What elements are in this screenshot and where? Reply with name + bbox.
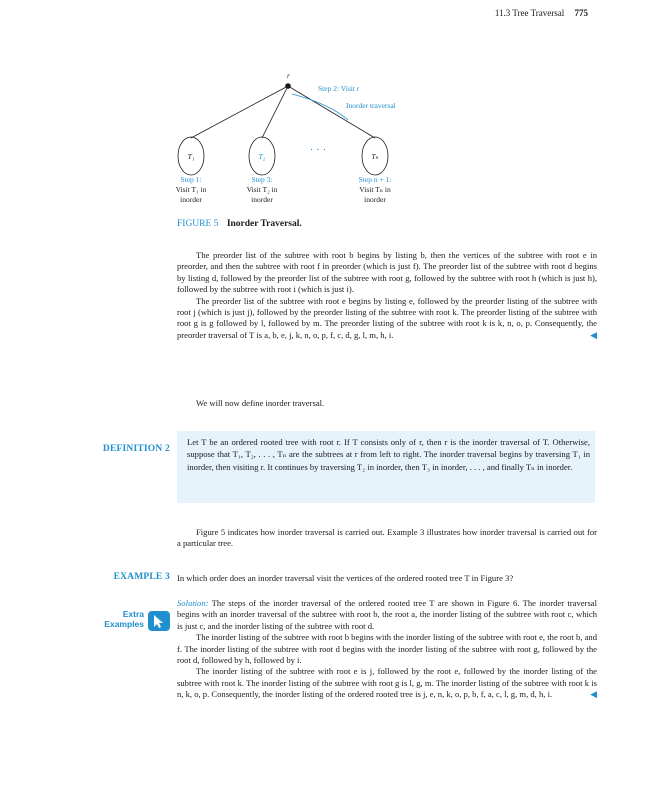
extra-examples-link[interactable] [104, 608, 174, 634]
subtree-t2-label: T₂ [258, 152, 266, 161]
section-title: 11.3 Tree Traversal [494, 8, 565, 18]
tn-step-line1: Visit Tₙ in [359, 185, 391, 194]
definition-label: DEFINITION 2 [102, 444, 170, 454]
figure-caption [177, 219, 302, 229]
preorder-discussion [177, 250, 597, 341]
tn-step-line2: inorder [364, 195, 386, 204]
transition-text [177, 398, 597, 409]
subtree-t1-label: T₁ [187, 152, 195, 161]
t1-step-line2: inorder [180, 195, 202, 204]
end-of-example-marker: ◀ [590, 329, 597, 340]
example-question [177, 573, 597, 584]
traversal-arrow [292, 94, 348, 120]
edge-to-t1 [191, 86, 288, 138]
solution-label: Solution: [177, 598, 209, 608]
paragraph: The inorder listing of the subtree with root e is j, followed by the root e, followed by the inorder listing of the subtree with root k. The inorder listing of the subtree with root g is l, g, m. The inorder listing of the subtree with root k is n, k, o, p. Consequently, the inorder listing of the ordered rooted tree is j, e, n, k, o, p, b, f, a, c, l, g, m, d, h, i. ◀ [177, 666, 597, 700]
subtree-ellipsis: · · · [309, 144, 327, 156]
inorder-traversal-label: Inorder traversal [346, 101, 396, 110]
edge-to-tn [288, 86, 375, 138]
t2-step-label: Step 3: [251, 175, 273, 184]
t1-step-label: Step 1: [180, 175, 202, 184]
paragraph: Figure 5 indicates how inorder traversal is carried out. Example 3 illustrates how inorder traversal is carried out for a particular tree. [177, 527, 597, 549]
paragraph: The preorder list of the subtree with root b begins by listing b, then the vertices of the subtree with root e in preorder, and then the subtree with root f in preorder (which is just f). The preorder list of the subtree with root d begins by listing d, followed by the preorder list of the subtree with root g, followed by the subtree with root h (which is just h), followed by the subtree with root i (which is just i). [177, 250, 597, 295]
paragraph: The preorder list of the subtree with root e begins by listing e, followed by the preorder listing of the subtree with root j (which is just j), followed by the preorder listing of the subtree with root k. The preorder listing of the subtree with root g is g followed by l, followed by m. The preorder listing of the subtree with root k is k, n, o, p. Consequently, the preorder traversal of T is a, b, e, j, k, n, o, p, f, c, d, g, l, m, h, i. ◀ [177, 295, 597, 340]
t2-step-line2: inorder [251, 195, 273, 204]
examples-label: Examples [104, 619, 144, 629]
subtree-tn-label: Tₙ [371, 152, 379, 161]
t1-step-line1: Visit T₁ in [175, 185, 207, 194]
page-number: 775 [574, 8, 588, 18]
after-definition-text [177, 527, 597, 550]
figure-title: Inorder Traversal. [226, 219, 302, 229]
step2-label: Step 2: Visit r [318, 84, 360, 93]
paragraph: Solution: The steps of the inorder traversal of the ordered rooted tree T are shown in Figure 6. The inorder traversal begins with an inorder traversal of the subtree with root b, the root a, the inorder listing of the subtree with root c, which is just c, and the inorder listing of the subtree with root d. [177, 598, 597, 631]
paragraph: We will now define inorder traversal. [196, 398, 325, 408]
t2-step-line1: Visit T₂ in [246, 185, 278, 194]
tn-step-label: Step n + 1: [358, 175, 392, 184]
definition-text: Let T be an ordered rooted tree with root r. If T consists only of r, then r is the inorder traversal of T. Otherwise, suppose that T₁, T₂, . . . , Tₙ are the subtrees at r from left to right. The inorder traversal begins by traversing T₁ in inorder, then visiting r. It continues by traversing T₂ in inorder, then T₃ in inorder, . . . , and finally Tₙ in inorder. [187, 437, 590, 472]
edge-to-t2 [262, 86, 288, 138]
root-label: r [287, 71, 290, 80]
example-solution [177, 598, 597, 701]
example-label: EXAMPLE 3 [113, 572, 170, 582]
figure-number: FIGURE 5 [177, 219, 219, 229]
mouse-cursor-icon [148, 611, 170, 631]
root-node [285, 83, 291, 89]
paragraph: The inorder listing of the subtree with root b begins with the inorder listing of the subtree with root e, the root b, and f. The inorder listing of the subtree with root d begins with the inorder listing of the subtree with root g, followed by the root d, followed by h, followed by i. [177, 632, 597, 666]
question-text: In which order does an inorder traversal visit the vertices of the ordered rooted tree T in Figure 3? [177, 573, 514, 583]
inorder-traversal-figure [0, 0, 648, 215]
extra-label: Extra [122, 609, 144, 619]
end-of-example-marker: ◀ [590, 689, 597, 700]
